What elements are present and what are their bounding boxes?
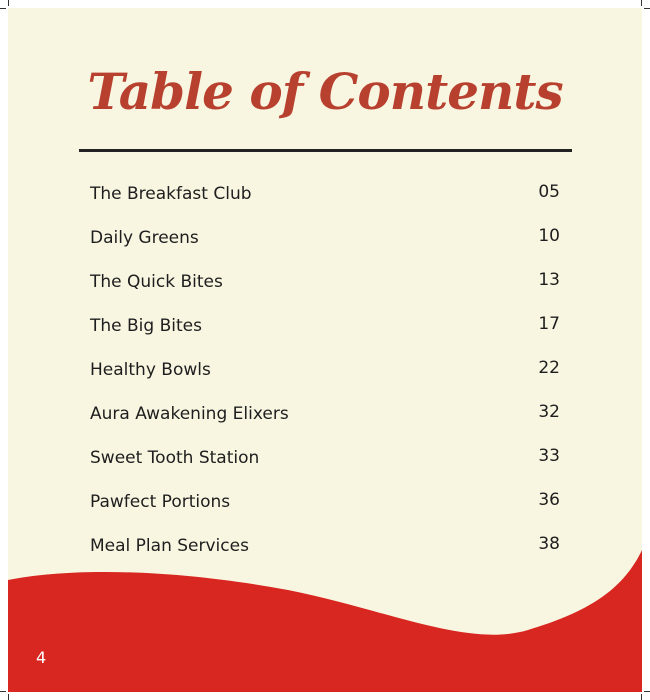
- toc-entry: [90, 226, 562, 270]
- toc-entry: [90, 402, 562, 446]
- toc-entry-title: Daily Greens: [90, 228, 199, 248]
- toc-entry: [90, 314, 562, 358]
- crop-mark-top-left-v: [8, 0, 9, 6]
- crop-mark-top-right-h: [644, 8, 650, 9]
- crop-mark-bottom-right-v: [641, 694, 642, 700]
- toc-list: [90, 182, 562, 578]
- crop-mark-top-left-h: [0, 8, 6, 9]
- toc-entry: [90, 270, 562, 314]
- toc-entry-page: 17: [538, 314, 560, 334]
- crop-mark-bottom-left-v: [8, 694, 9, 700]
- red-wave-decoration: [8, 540, 642, 692]
- title-divider: [79, 149, 572, 152]
- page-number: 4: [36, 648, 47, 667]
- toc-entry-title: The Breakfast Club: [90, 184, 252, 204]
- crop-mark-top-right-v: [641, 0, 642, 6]
- toc-entry: [90, 182, 562, 226]
- crop-mark-bottom-right-h: [644, 691, 650, 692]
- red-wave-shape: [8, 550, 642, 692]
- toc-entry: [90, 358, 562, 402]
- toc-entry-page: 10: [538, 226, 560, 246]
- toc-entry-title: Sweet Tooth Station: [90, 448, 260, 468]
- toc-entry-page: 33: [538, 446, 560, 466]
- toc-entry-page: 32: [538, 402, 560, 422]
- toc-entry-title: Aura Awakening Elixers: [90, 404, 289, 424]
- toc-entry-page: 05: [538, 182, 560, 202]
- toc-entry: [90, 446, 562, 490]
- toc-entry-title: Healthy Bowls: [90, 360, 211, 380]
- toc-entry-page: 36: [538, 490, 560, 510]
- toc-entry-page: 22: [538, 358, 560, 378]
- toc-entry: [90, 490, 562, 534]
- toc-entry-title: Pawfect Portions: [90, 492, 231, 512]
- page-title: Table of Contents: [87, 62, 563, 121]
- toc-entry-page: 13: [538, 270, 560, 290]
- toc-entry-page: 38: [538, 534, 560, 554]
- toc-entry-title: The Big Bites: [90, 316, 202, 336]
- toc-entry-title: Meal Plan Services: [90, 536, 249, 556]
- toc-entry-title: The Quick Bites: [90, 272, 223, 292]
- crop-mark-bottom-left-h: [0, 691, 6, 692]
